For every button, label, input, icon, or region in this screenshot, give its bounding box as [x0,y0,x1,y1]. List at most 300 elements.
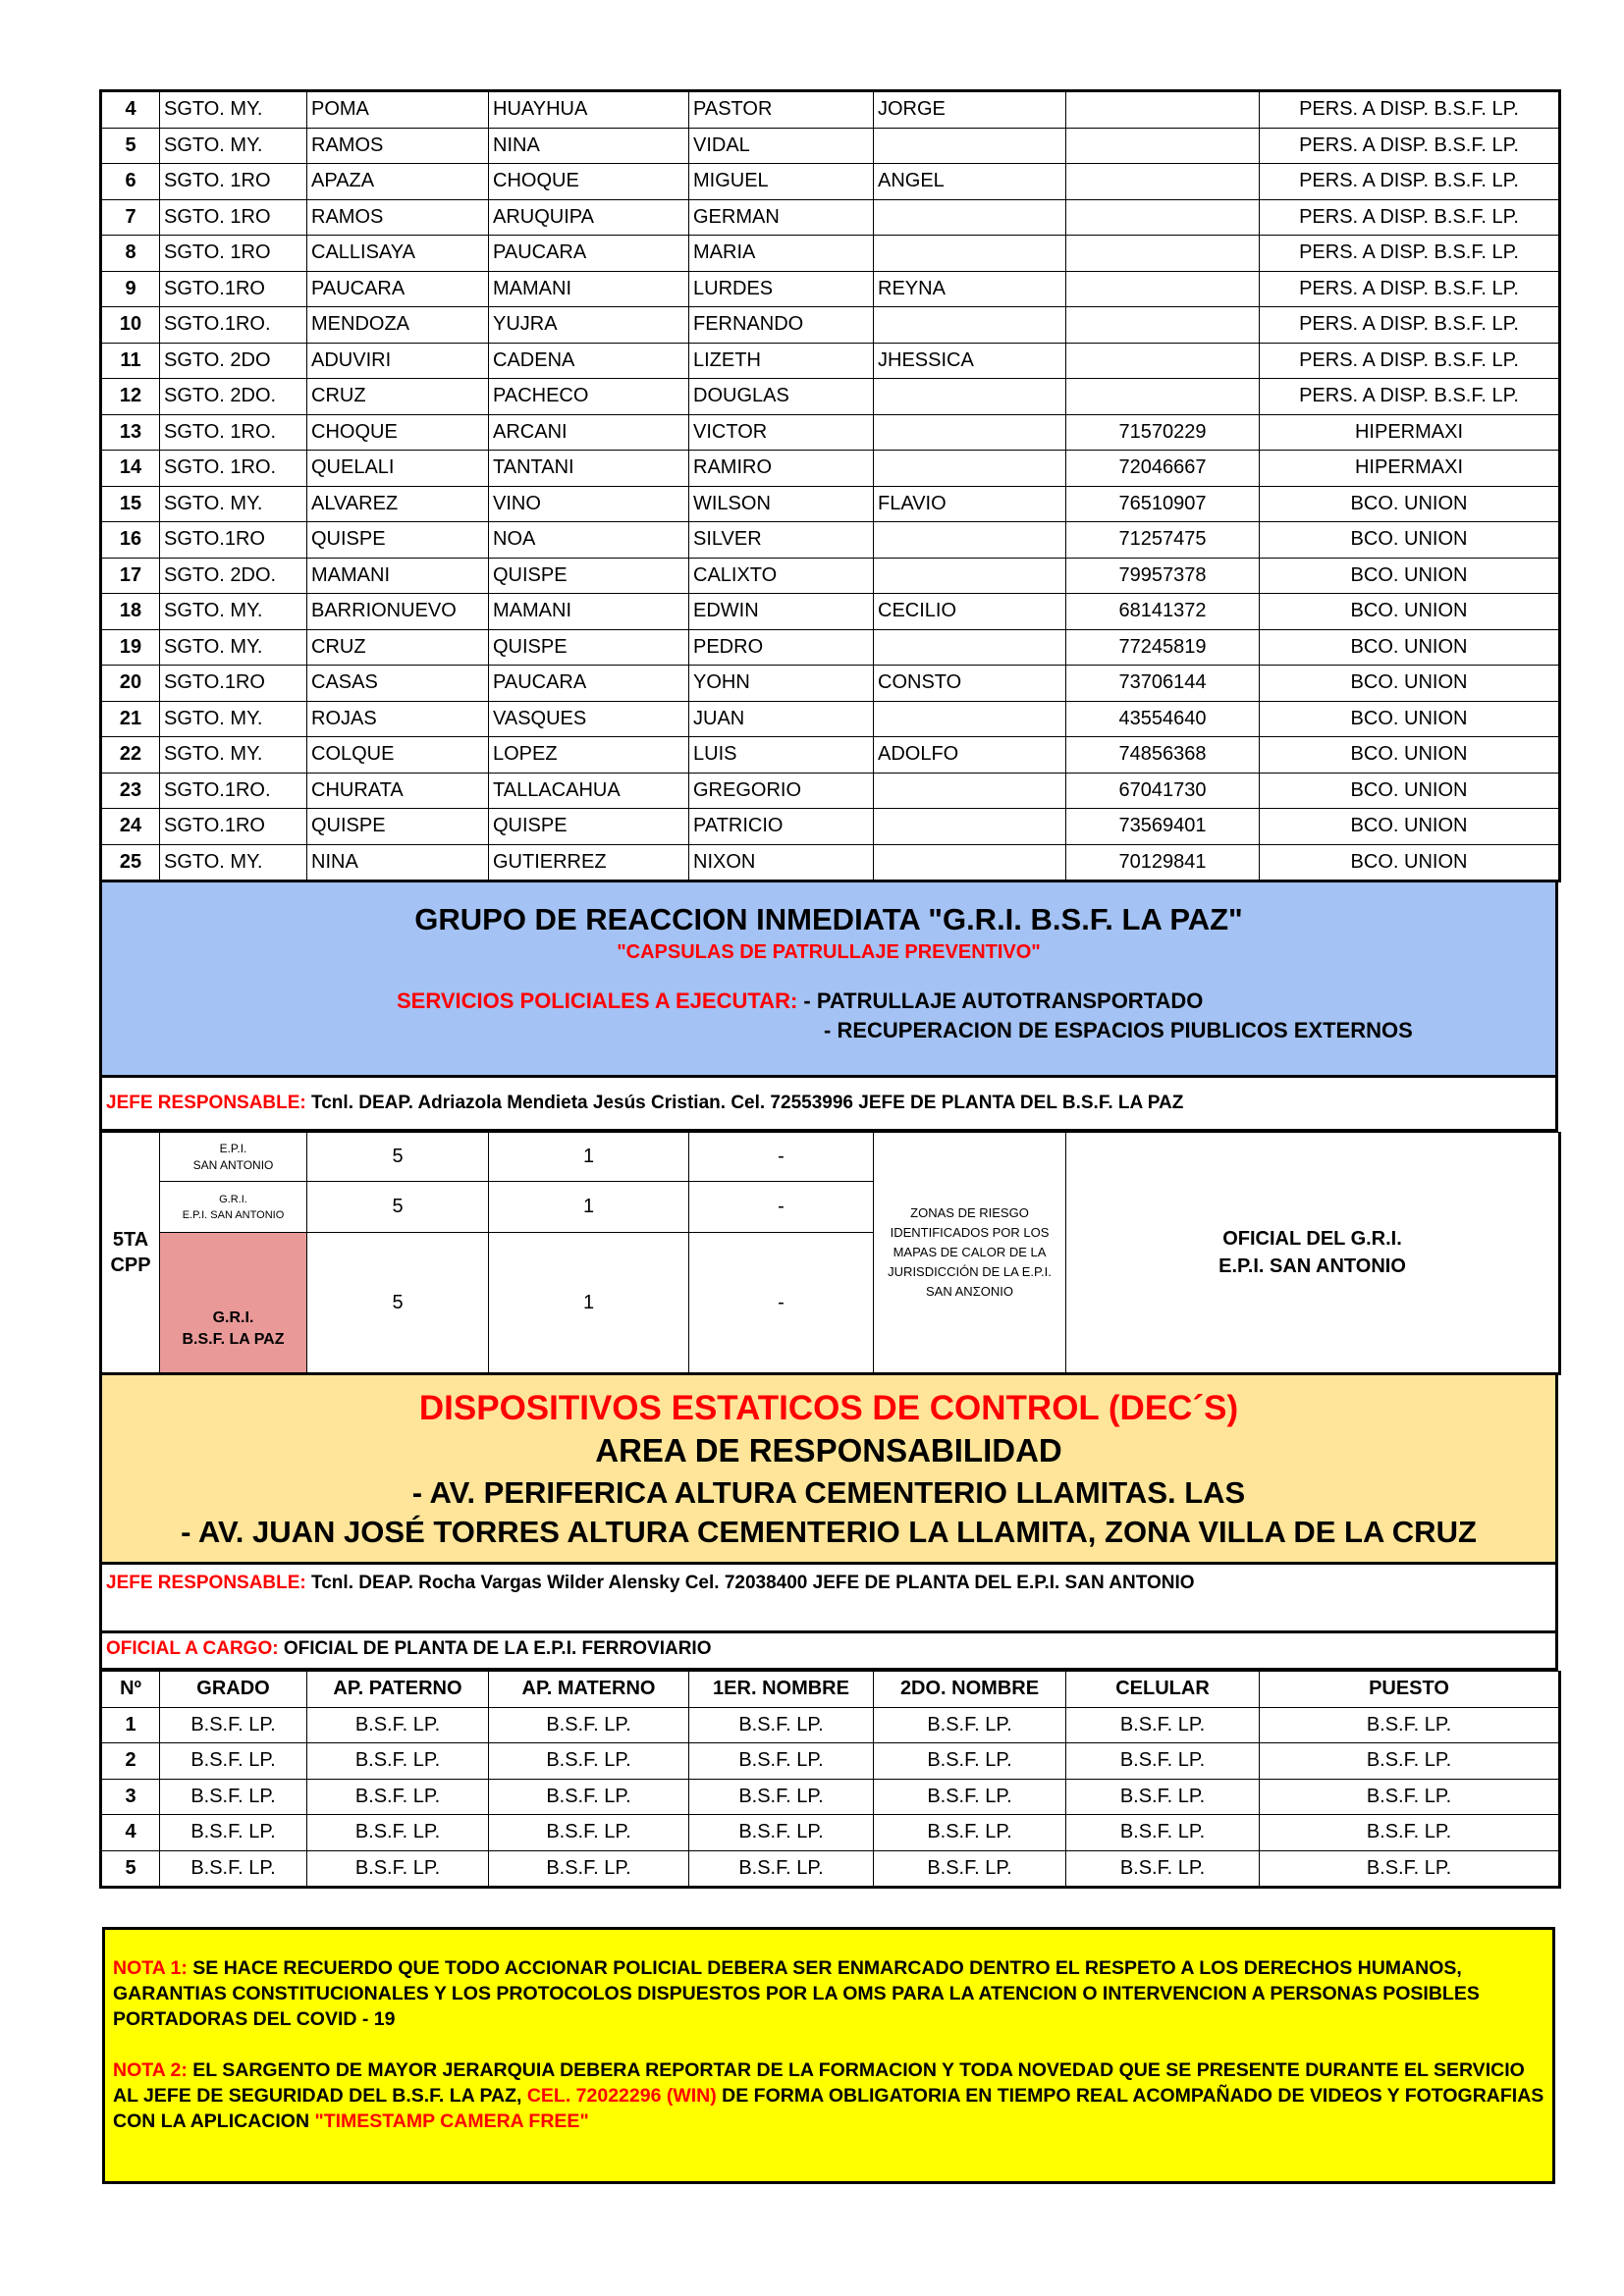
gri-subtitle: "CAPSULAS DE PATRULLAJE PREVENTIVO" [617,941,1041,963]
table-cell: B.S.F. LP. [307,1850,489,1888]
cell-celular [1066,271,1260,307]
nota-1-text: SE HACE RECUERDO QUE TODO ACCIONAR POLICIAL DEBERA SER ENMARCADO DENTRO EL RESPETO A LOS DERECHOS HUMANOS, GARANTIAS CONSTITUCIONALES Y LOS PROTOCOLOS DISPUESTOS POR LA OMS PARA LA ATENCION O INTERVENCION A PERSONAS POSIBLES PORTADORAS DEL COVID - 19 [113,1957,1480,2030]
nota-1 [113,1955,1544,2032]
cell-celular: 43554640 [1066,701,1260,737]
dec-line-1: - AV. PERIFERICA ALTURA CEMENTERIO LLAMITAS. LAS [411,1475,1246,1510]
cell-materno: MAMANI [489,594,689,630]
cell-n: 11 [101,343,160,379]
gri-section-header [99,882,1558,1078]
cell-n: 6 [101,164,160,200]
cell-grado: SGTO. 2DO [160,343,307,379]
dec-oficial-label: OFICIAL A CARGO: [106,1638,279,1659]
cell-celular [1066,128,1260,164]
cell-puesto: PERS. A DISP. B.S.F. LP. [1260,379,1560,415]
cell-nombre1: CALIXTO [689,558,874,594]
cell-nombre2 [874,414,1066,451]
cell-celular [1066,236,1260,272]
cell-nombre2 [874,379,1066,415]
cell-celular: 71257475 [1066,522,1260,559]
table-cell: 2 [101,1743,160,1780]
dec-jefe-text: Tcnl. DEAP. Rocha Vargas Wilder Alensky Cel. 72038400 JEFE DE PLANTA DEL E.P.I. SAN ANTONIO [305,1573,1195,1593]
cell-nombre1: JUAN [689,701,874,737]
cell-nombre1: LIZETH [689,343,874,379]
table-row [101,558,1560,594]
table-cell: B.S.F. LP. [689,1779,874,1815]
table-row [101,1815,1560,1851]
cell-celular: 77245819 [1066,629,1260,666]
table-cell: 5 [101,1850,160,1888]
cell-nombre1: RAMIRO [689,451,874,487]
nota-2-app: "TIMESTAMP CAMERA FREE" [314,2110,589,2132]
dec-section-header [99,1375,1558,1565]
cell-nombre2 [874,451,1066,487]
table-row [101,1707,1560,1743]
table-row [101,1850,1560,1888]
table-row [101,164,1560,200]
cell-n: 5 [101,128,160,164]
dec-table [99,1671,1561,1889]
nota-2-text-a: EL SARGENTO DE MAYOR JERARQUIA DEBERA REPORTAR DE LA FORMACION Y TODA NOVEDAD QUE SE PRESENTE DURANTE EL SERVICIO AL JEFE DE SEGURIDAD DEL B.S.F. LA PAZ, [113,2059,1525,2107]
table-cell: B.S.F. LP. [1260,1707,1560,1743]
gri-title: GRUPO DE REACCION INMEDIATA "G.R.I. B.S.F. LA PAZ" [414,902,1243,936]
cell-n: 12 [101,379,160,415]
cell-paterno: ALVAREZ [307,486,489,522]
cell-materno: PAUCARA [489,236,689,272]
cell-materno: YUJRA [489,307,689,344]
cell-materno: TALLACAHUA [489,773,689,809]
cell-nombre1: MIGUEL [689,164,874,200]
dec-title: DISPOSITIVOS ESTATICOS DE CONTROL (DEC´S) [418,1389,1239,1427]
nota-2-label: NOTA 2: [113,2059,188,2081]
cell-nombre2: ANGEL [874,164,1066,200]
cell-grado: SGTO.1RO. [160,307,307,344]
cpp-row-3-name: G.R.I. B.S.F. LA PAZ [160,1233,307,1374]
cell-n: 21 [101,701,160,737]
table-row [101,1743,1560,1780]
column-header: 1ER. NOMBRE [689,1672,874,1708]
cell-materno: GUTIERREZ [489,844,689,881]
cpp-row-2-c: - [689,1182,874,1233]
cell-puesto: BCO. UNION [1260,486,1560,522]
cell-celular: 74856368 [1066,737,1260,774]
cell-paterno: ADUVIRI [307,343,489,379]
cell-paterno: RAMOS [307,128,489,164]
cell-paterno: QUISPE [307,809,489,845]
cell-celular [1066,343,1260,379]
cell-n: 19 [101,629,160,666]
cell-materno: ARUQUIPA [489,199,689,236]
table-row [101,1779,1560,1815]
column-header: 2DO. NOMBRE [874,1672,1066,1708]
table-cell: B.S.F. LP. [489,1743,689,1780]
dec-line-2: - AV. JUAN JOSÉ TORRES ALTURA CEMENTERIO LA LLAMITA, ZONA VILLA DE LA CRUZ [181,1515,1477,1549]
cell-celular: 71570229 [1066,414,1260,451]
cell-nombre2 [874,844,1066,881]
gri-service-1: - PATRULLAJE AUTOTRANSPORTADO [797,988,1204,1013]
cell-nombre2 [874,199,1066,236]
table-cell: B.S.F. LP. [874,1743,1066,1780]
nota-1-label: NOTA 1: [113,1957,188,1979]
table-row [101,773,1560,809]
cell-nombre2: JORGE [874,91,1066,129]
nota-2 [113,2057,1544,2134]
table-cell: B.S.F. LP. [1066,1743,1260,1780]
table-row [101,666,1560,702]
table-cell: B.S.F. LP. [489,1850,689,1888]
table-row [101,809,1560,845]
cell-nombre1: VICTOR [689,414,874,451]
table-row [101,522,1560,559]
cell-materno: PAUCARA [489,666,689,702]
table-cell: B.S.F. LP. [307,1779,489,1815]
table-cell: B.S.F. LP. [160,1743,307,1780]
column-header: PUESTO [1260,1672,1560,1708]
cell-paterno: POMA [307,91,489,129]
gri-services-label: SERVICIOS POLICIALES A EJECUTAR: [397,988,798,1013]
cell-nombre2: CONSTO [874,666,1066,702]
cell-materno: HUAYHUA [489,91,689,129]
cell-nombre1: LURDES [689,271,874,307]
cell-materno: PACHECO [489,379,689,415]
cell-materno: NOA [489,522,689,559]
dec-table-body [101,1707,1560,1888]
dec-jefe-label: JEFE RESPONSABLE: [106,1573,306,1593]
cell-grado: SGTO. 1RO [160,236,307,272]
cell-materno: LOPEZ [489,737,689,774]
cell-paterno: CRUZ [307,379,489,415]
gri-jefe-label: JEFE RESPONSABLE: [106,1093,306,1113]
cell-celular: 67041730 [1066,773,1260,809]
cell-puesto: BCO. UNION [1260,558,1560,594]
cpp-row-1-name: E.P.I. SAN ANTONIO [160,1133,307,1182]
cell-materno: VINO [489,486,689,522]
cell-puesto: BCO. UNION [1260,809,1560,845]
cell-paterno: MAMANI [307,558,489,594]
table-row [101,199,1560,236]
table-row [101,737,1560,774]
cell-celular: 72046667 [1066,451,1260,487]
column-header: GRADO [160,1672,307,1708]
cell-grado: SGTO. 2DO. [160,558,307,594]
cell-grado: SGTO. MY. [160,701,307,737]
cell-nombre1: MARIA [689,236,874,272]
cell-paterno: CRUZ [307,629,489,666]
table-row [101,844,1560,881]
cell-nombre2 [874,773,1066,809]
cell-n: 13 [101,414,160,451]
table-cell: B.S.F. LP. [1066,1707,1260,1743]
nota-2-text-b: DE FORMA OBLIGATORIA EN TIEMPO REAL ACOMPAÑADO DE VIDEOS Y FOTOGRAFIAS CON LA APLICACION [113,2085,1544,2132]
cell-nombre1: FERNANDO [689,307,874,344]
cell-n: 14 [101,451,160,487]
cell-materno: NINA [489,128,689,164]
cell-celular: 79957378 [1066,558,1260,594]
cell-materno: VASQUES [489,701,689,737]
cell-nombre1: GREGORIO [689,773,874,809]
cell-materno: TANTANI [489,451,689,487]
table-cell: B.S.F. LP. [689,1850,874,1888]
cell-nombre2 [874,522,1066,559]
cell-puesto: BCO. UNION [1260,844,1560,881]
table-row [101,629,1560,666]
column-header: AP. MATERNO [489,1672,689,1708]
cell-nombre2: ADOLFO [874,737,1066,774]
cell-grado: SGTO. MY. [160,629,307,666]
cpp-oficial: OFICIAL DEL G.R.I. E.P.I. SAN ANTONIO [1066,1133,1560,1374]
cell-n: 9 [101,271,160,307]
cell-celular [1066,379,1260,415]
cpp-table [99,1132,1561,1375]
cell-grado: SGTO.1RO [160,271,307,307]
table-cell: B.S.F. LP. [307,1707,489,1743]
cpp-zonas: ZONAS DE RIESGO IDENTIFICADOS POR LOS MAPAS DE CALOR DE LA JURISDICCIÓN DE LA E.P.I. SAN ANΣONIO [874,1133,1066,1374]
cell-n: 18 [101,594,160,630]
cell-puesto: PERS. A DISP. B.S.F. LP. [1260,307,1560,344]
cell-paterno: COLQUE [307,737,489,774]
cell-materno: QUISPE [489,629,689,666]
cell-n: 8 [101,236,160,272]
table-row [101,451,1560,487]
cell-celular [1066,307,1260,344]
cell-puesto: BCO. UNION [1260,773,1560,809]
cell-grado: SGTO.1RO [160,666,307,702]
cell-paterno: CALLISAYA [307,236,489,272]
table-cell: B.S.F. LP. [307,1743,489,1780]
notes-box [102,1927,1555,2184]
table-cell: 4 [101,1815,160,1851]
cell-paterno: APAZA [307,164,489,200]
table-row [101,414,1560,451]
cell-nombre2 [874,558,1066,594]
cell-celular [1066,199,1260,236]
table-cell: 3 [101,1779,160,1815]
table-cell: B.S.F. LP. [489,1815,689,1851]
cpp-row-2-a: 5 [307,1182,489,1233]
cell-puesto: PERS. A DISP. B.S.F. LP. [1260,236,1560,272]
table-cell: 1 [101,1707,160,1743]
dec-table-header [101,1672,1560,1708]
cell-celular: 70129841 [1066,844,1260,881]
cell-nombre2 [874,629,1066,666]
cell-nombre1: WILSON [689,486,874,522]
cell-nombre1: SILVER [689,522,874,559]
table-row [101,307,1560,344]
table-cell: B.S.F. LP. [307,1815,489,1851]
cell-puesto: BCO. UNION [1260,737,1560,774]
table-cell: B.S.F. LP. [1066,1850,1260,1888]
column-header: CELULAR [1066,1672,1260,1708]
table-cell: B.S.F. LP. [160,1850,307,1888]
table-cell: B.S.F. LP. [160,1707,307,1743]
cell-materno: QUISPE [489,809,689,845]
gri-services [397,988,1203,1014]
cell-grado: SGTO.1RO. [160,773,307,809]
table-cell: B.S.F. LP. [1066,1779,1260,1815]
cell-paterno: MENDOZA [307,307,489,344]
cpp-row-2-b: 1 [489,1182,689,1233]
table-row [101,236,1560,272]
cell-nombre2 [874,809,1066,845]
cell-paterno: RAMOS [307,199,489,236]
cell-grado: SGTO. MY. [160,91,307,129]
cell-grado: SGTO. MY. [160,594,307,630]
cell-n: 17 [101,558,160,594]
dec-oficial-a-cargo [99,1633,1558,1671]
cell-nombre1: PATRICIO [689,809,874,845]
column-header: AP. PATERNO [307,1672,489,1708]
cpp-row-1-a: 5 [307,1133,489,1182]
cell-paterno: QUISPE [307,522,489,559]
table-row [101,594,1560,630]
cpp-row-3-a: 5 [307,1233,489,1374]
cell-paterno: CHURATA [307,773,489,809]
cell-grado: SGTO. 2DO. [160,379,307,415]
table-cell: B.S.F. LP. [874,1850,1066,1888]
dec-area: AREA DE RESPONSABILIDAD [595,1432,1062,1468]
cell-grado: SGTO. 1RO. [160,451,307,487]
cell-puesto: HIPERMAXI [1260,451,1560,487]
dec-oficial-text: OFICIAL DE PLANTA DE LA E.P.I. FERROVIARIO [278,1638,712,1659]
cell-grado: SGTO. MY. [160,737,307,774]
cell-puesto: HIPERMAXI [1260,414,1560,451]
table-row [101,128,1560,164]
cell-paterno: PAUCARA [307,271,489,307]
cell-grado: SGTO. MY. [160,486,307,522]
table-row [101,486,1560,522]
cell-puesto: PERS. A DISP. B.S.F. LP. [1260,271,1560,307]
cell-puesto: BCO. UNION [1260,522,1560,559]
cell-n: 23 [101,773,160,809]
table-row [101,343,1560,379]
personnel-table [99,89,1561,882]
cell-puesto: BCO. UNION [1260,594,1560,630]
table-cell: B.S.F. LP. [1260,1743,1560,1780]
cell-celular: 73706144 [1066,666,1260,702]
cell-grado: SGTO. 1RO [160,199,307,236]
cell-nombre2 [874,701,1066,737]
table-cell: B.S.F. LP. [160,1815,307,1851]
cell-nombre1: LUIS [689,737,874,774]
table-cell: B.S.F. LP. [1260,1815,1560,1851]
cpp-row-1-b: 1 [489,1133,689,1182]
cpp-row-2-name: G.R.I. E.P.I. SAN ANTONIO [160,1182,307,1233]
cell-grado: SGTO.1RO [160,522,307,559]
cell-celular: 68141372 [1066,594,1260,630]
cell-celular: 76510907 [1066,486,1260,522]
cell-nombre1: YOHN [689,666,874,702]
table-row [101,701,1560,737]
cell-n: 7 [101,199,160,236]
cell-puesto: PERS. A DISP. B.S.F. LP. [1260,128,1560,164]
cell-celular [1066,91,1260,129]
cell-n: 4 [101,91,160,129]
cell-nombre2 [874,128,1066,164]
dec-jefe-responsable [99,1565,1558,1633]
cell-grado: SGTO. 1RO [160,164,307,200]
cell-celular [1066,164,1260,200]
table-cell: B.S.F. LP. [1260,1779,1560,1815]
table-cell: B.S.F. LP. [689,1815,874,1851]
cell-paterno: CASAS [307,666,489,702]
table-cell: B.S.F. LP. [689,1707,874,1743]
personnel-table-body [101,91,1560,881]
table-cell: B.S.F. LP. [874,1815,1066,1851]
table-row [101,91,1560,129]
table-cell: B.S.F. LP. [1066,1815,1260,1851]
cell-nombre1: DOUGLAS [689,379,874,415]
cell-materno: CHOQUE [489,164,689,200]
cell-grado: SGTO. MY. [160,844,307,881]
cell-materno: MAMANI [489,271,689,307]
cell-nombre1: PEDRO [689,629,874,666]
cell-nombre2: JHESSICA [874,343,1066,379]
cell-paterno: ROJAS [307,701,489,737]
gri-jefe-text: Tcnl. DEAP. Adriazola Mendieta Jesús Cristian. Cel. 72553996 JEFE DE PLANTA DEL B.S.F. LA PAZ [305,1093,1184,1113]
cell-paterno: BARRIONUEVO [307,594,489,630]
cell-grado: SGTO. 1RO. [160,414,307,451]
cell-materno: ARCANI [489,414,689,451]
table-row [101,271,1560,307]
cell-n: 16 [101,522,160,559]
cpp-row-3-b: 1 [489,1233,689,1374]
cpp-row-3-c: - [689,1233,874,1374]
cell-paterno: NINA [307,844,489,881]
cell-n: 20 [101,666,160,702]
cell-paterno: QUELALI [307,451,489,487]
cell-puesto: PERS. A DISP. B.S.F. LP. [1260,91,1560,129]
document-page [99,89,1558,1889]
cell-nombre2: FLAVIO [874,486,1066,522]
cell-n: 24 [101,809,160,845]
cpp-row-1-c: - [689,1133,874,1182]
cell-puesto: BCO. UNION [1260,629,1560,666]
cell-n: 25 [101,844,160,881]
cell-puesto: PERS. A DISP. B.S.F. LP. [1260,199,1560,236]
cell-n: 10 [101,307,160,344]
table-cell: B.S.F. LP. [689,1743,874,1780]
table-row [101,379,1560,415]
cell-celular: 73569401 [1066,809,1260,845]
cell-nombre1: NIXON [689,844,874,881]
cell-nombre2 [874,307,1066,344]
cell-nombre2 [874,236,1066,272]
cell-nombre1: EDWIN [689,594,874,630]
cell-nombre2: CECILIO [874,594,1066,630]
column-header: Nº [101,1672,160,1708]
cell-grado: SGTO. MY. [160,128,307,164]
table-cell: B.S.F. LP. [1260,1850,1560,1888]
table-cell: B.S.F. LP. [874,1707,1066,1743]
cell-puesto: BCO. UNION [1260,666,1560,702]
table-cell: B.S.F. LP. [160,1779,307,1815]
cell-paterno: CHOQUE [307,414,489,451]
cell-n: 22 [101,737,160,774]
table-cell: B.S.F. LP. [874,1779,1066,1815]
cell-materno: QUISPE [489,558,689,594]
cell-grado: SGTO.1RO [160,809,307,845]
cell-n: 15 [101,486,160,522]
cell-materno: CADENA [489,343,689,379]
cell-puesto: PERS. A DISP. B.S.F. LP. [1260,164,1560,200]
cell-nombre1: VIDAL [689,128,874,164]
nota-2-cel: CEL. 72022296 (WIN) [526,2085,717,2107]
cell-nombre1: PASTOR [689,91,874,129]
cell-puesto: PERS. A DISP. B.S.F. LP. [1260,343,1560,379]
cell-nombre2: REYNA [874,271,1066,307]
cell-nombre1: GERMAN [689,199,874,236]
table-cell: B.S.F. LP. [489,1779,689,1815]
gri-service-2: - RECUPERACION DE ESPACIOS PIUBLICOS EXTERNOS [824,1018,1413,1042]
